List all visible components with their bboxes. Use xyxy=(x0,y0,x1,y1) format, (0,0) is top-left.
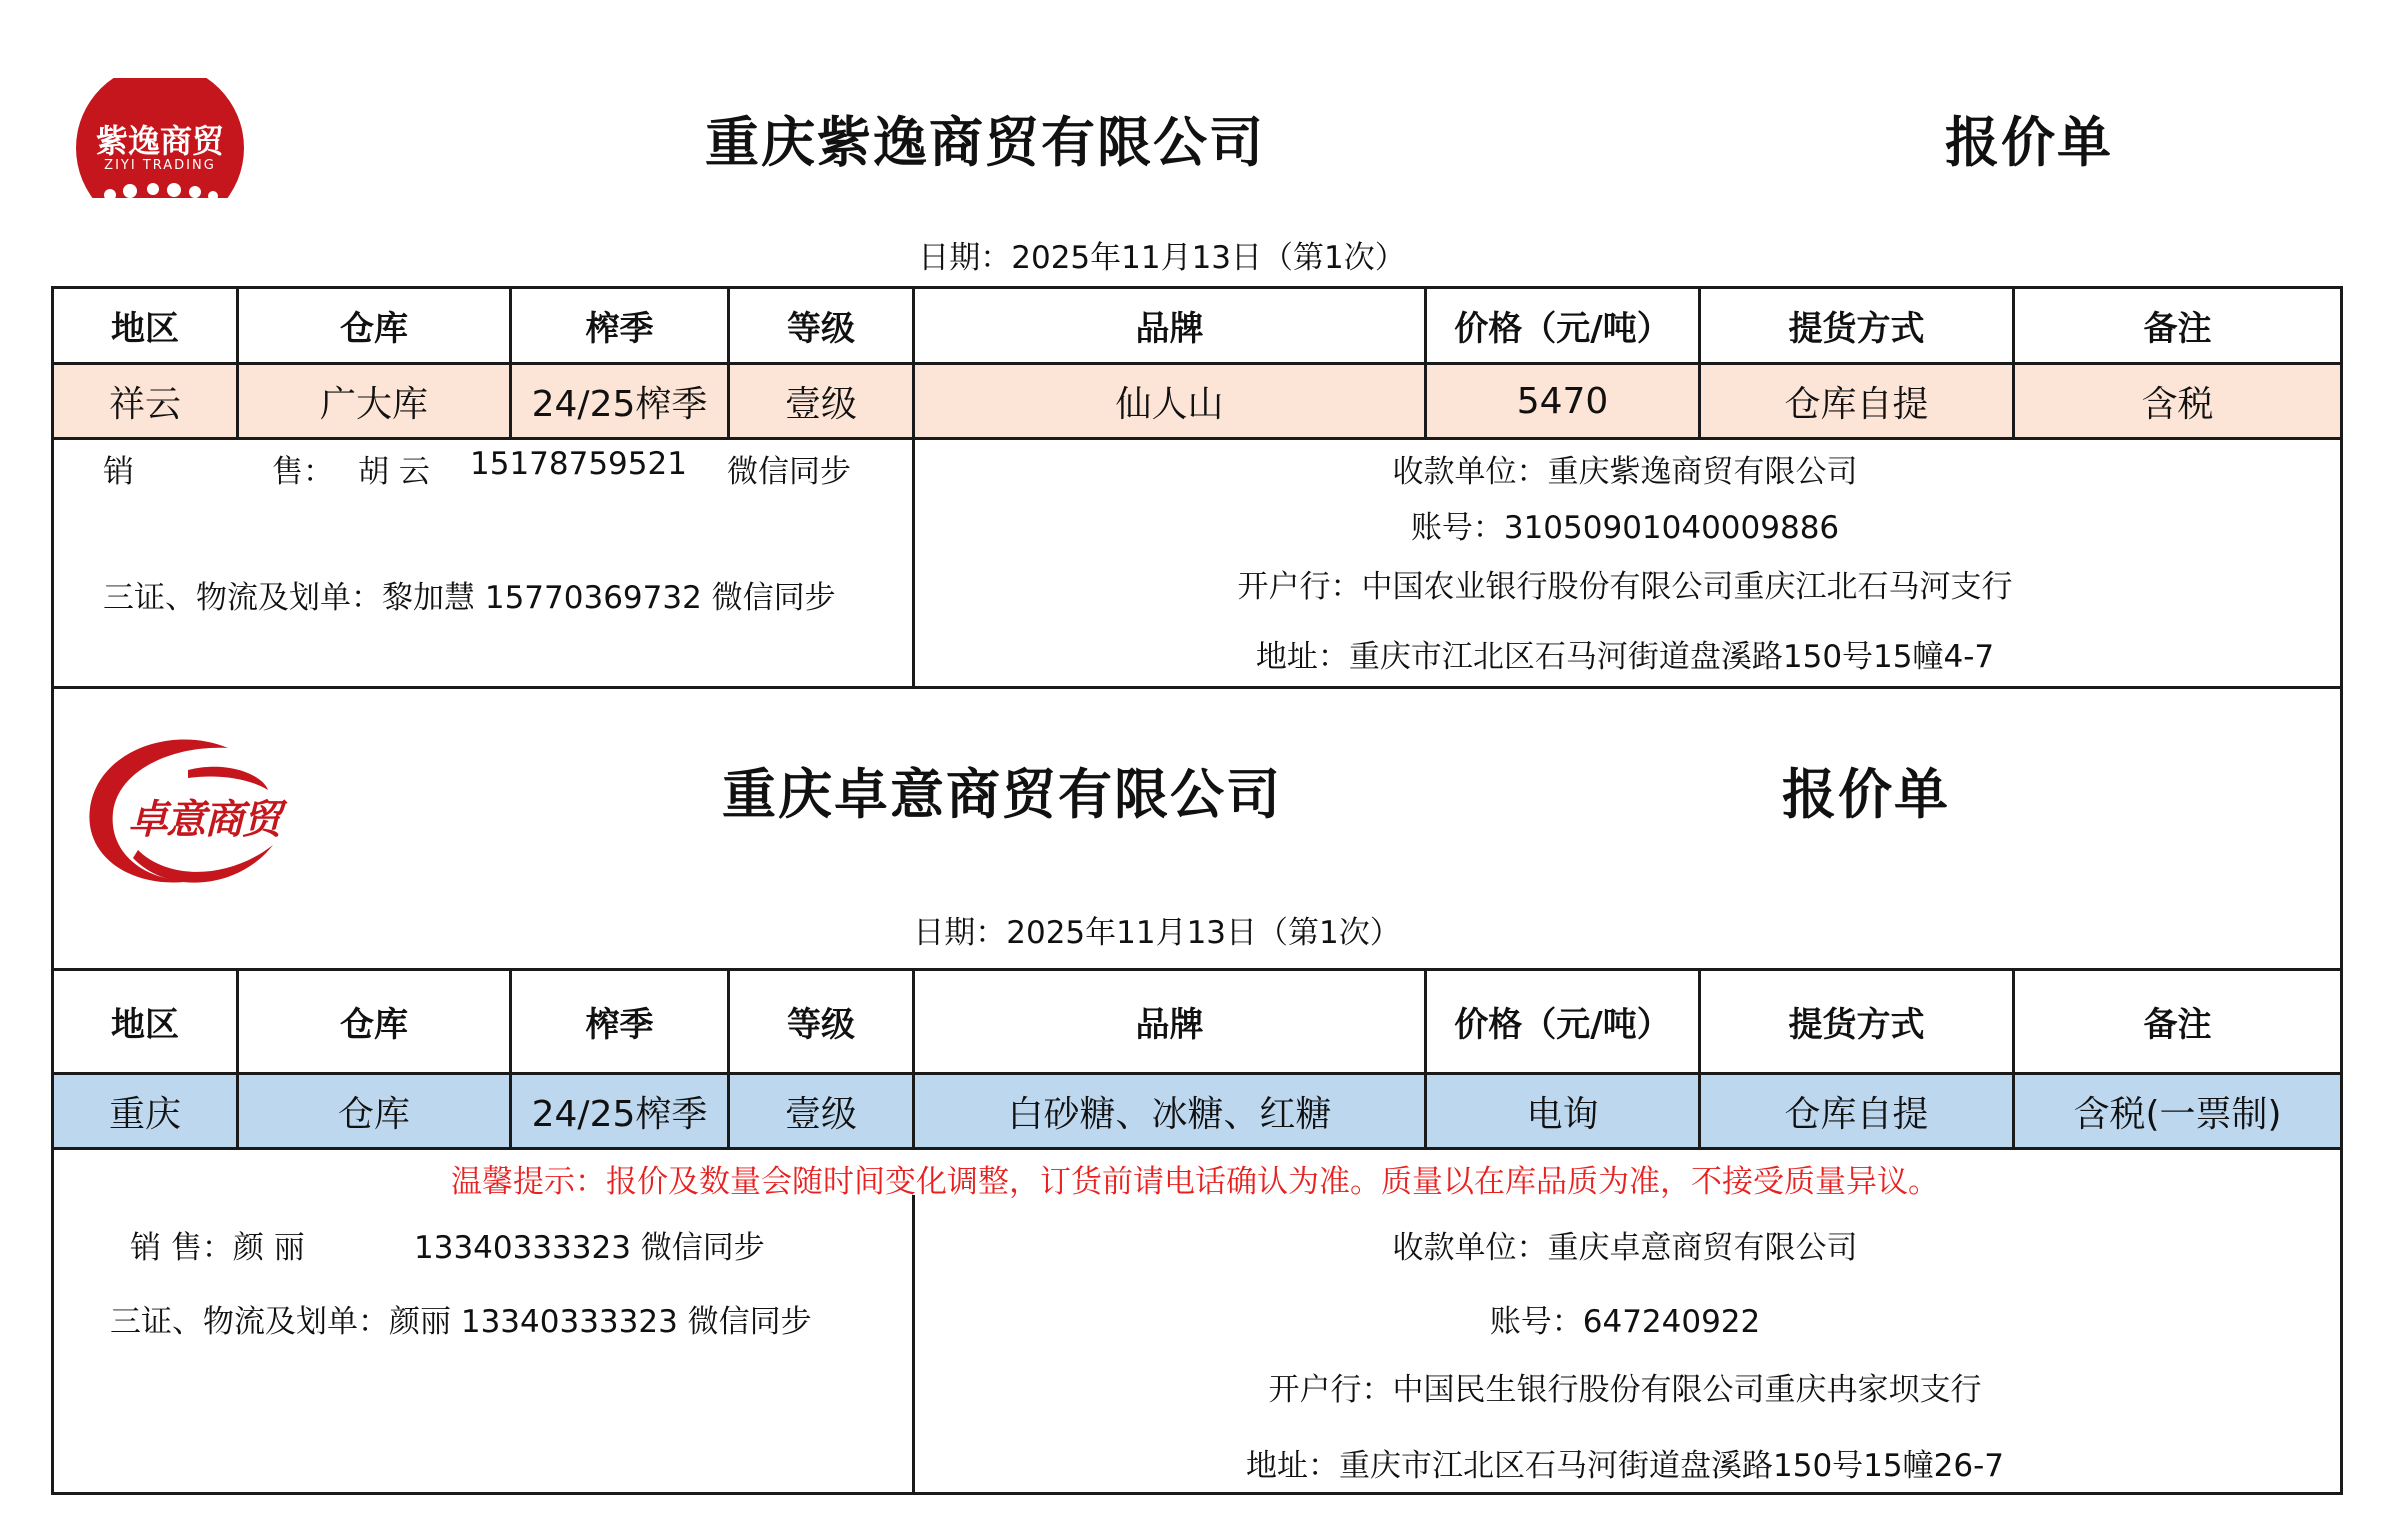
t2-cell-remark: 含税(一票制) xyxy=(2073,1093,2282,1135)
t1-header-region: 地区 xyxy=(111,309,179,349)
t2-cell-pickup: 仓库自提 xyxy=(1784,1093,1929,1135)
zhuoyi-logo xyxy=(78,730,288,895)
t2-sales-line: 销 售：颜 丽 xyxy=(130,1230,305,1266)
t1-cell-brand: 仙人山 xyxy=(1115,383,1224,425)
t2-bank: 开户行：中国民生银行股份有限公司重庆冉家坝支行 xyxy=(1268,1372,1982,1408)
t2-address: 地址：重庆市江北区石马河街道盘溪路150号15幢26-7 xyxy=(1246,1448,2004,1484)
ziyi-logo-text: 紫逸商贸 xyxy=(95,122,224,160)
t1-header-price: 价格（元/吨） xyxy=(1454,309,1671,349)
t1-header-season: 榨季 xyxy=(585,309,654,349)
t1-cell-price: 5470 xyxy=(1516,380,1609,422)
t2-cell-grade: 壹级 xyxy=(784,1093,857,1135)
t2-header-region: 地区 xyxy=(111,1005,179,1045)
t1-account: 账号：31050901040009886 xyxy=(1410,510,1840,546)
t2-header-price: 价格（元/吨） xyxy=(1454,1005,1671,1045)
ziyi-logo xyxy=(75,78,245,208)
t2-sales-phone: 13340333323 微信同步 xyxy=(414,1230,765,1266)
company-title-1: 重庆紫逸商贸有限公司 xyxy=(705,111,1265,174)
t2-cell-season: 24/25榨季 xyxy=(531,1093,708,1135)
t2-header-warehouse: 仓库 xyxy=(340,1005,408,1045)
t2-header-season: 榨季 xyxy=(585,1005,654,1045)
ziyi-logo-subtext: ZIYI TRADING xyxy=(104,158,216,173)
t2-cell-price: 电询 xyxy=(1526,1093,1599,1135)
t1-cell-grade: 壹级 xyxy=(784,383,857,425)
t1-header-warehouse: 仓库 xyxy=(340,309,408,349)
t1-sales-label2: 售： xyxy=(272,454,334,490)
t1-sales-label: 销 xyxy=(103,454,134,490)
t2-header-remark: 备注 xyxy=(2143,1005,2212,1045)
t1-sales-name: 胡 云 xyxy=(358,454,430,490)
t1-bank: 开户行：中国农业银行股份有限公司重庆江北石马河支行 xyxy=(1237,569,2013,605)
t1-cell-remark: 含税 xyxy=(2141,383,2214,425)
t1-address: 地址：重庆市江北区石马河街道盘溪路150号15幢4-7 xyxy=(1255,639,1995,675)
t1-header-remark: 备注 xyxy=(2143,309,2212,349)
t1-cell-pickup: 仓库自提 xyxy=(1784,383,1929,425)
date-2: 日期：2025年11月13日（第1次） xyxy=(913,915,1401,951)
t1-logistics-line: 三证、物流及划单：黎加慧 15770369732 微信同步 xyxy=(103,580,836,616)
t2-cell-warehouse: 仓库 xyxy=(337,1093,410,1135)
t1-cell-warehouse: 广大库 xyxy=(319,383,428,425)
t2-payee: 收款单位：重庆卓意商贸有限公司 xyxy=(1392,1230,1858,1266)
doc-title-1: 报价单 xyxy=(1945,111,2113,174)
t1-header-brand: 品牌 xyxy=(1135,309,1204,349)
t1-cell-region: 祥云 xyxy=(108,383,181,425)
t2-cell-brand: 白砂糖、冰糖、红糖 xyxy=(1007,1093,1332,1135)
t1-header-grade: 等级 xyxy=(787,309,855,349)
doc-title-2: 报价单 xyxy=(1782,763,1950,826)
t1-sales-phone: 15178759521 xyxy=(470,446,687,482)
t2-header-pickup: 提货方式 xyxy=(1788,1005,1925,1045)
date-1: 日期：2025年11月13日（第1次） xyxy=(918,240,1406,276)
t1-sales-wechat: 微信同步 xyxy=(727,454,851,490)
t1-header-pickup: 提货方式 xyxy=(1788,309,1925,349)
t2-header-brand: 品牌 xyxy=(1135,1005,1204,1045)
t1-payee: 收款单位：重庆紫逸商贸有限公司 xyxy=(1392,454,1858,490)
t1-cell-season: 24/25榨季 xyxy=(531,383,708,425)
t2-account: 账号：647240922 xyxy=(1489,1304,1761,1340)
zhuoyi-logo-text: 卓意商贸 xyxy=(128,797,280,843)
t2-header-grade: 等级 xyxy=(787,1005,855,1045)
t2-logistics-line: 三证、物流及划单：颜丽 13340333323 微信同步 xyxy=(110,1304,812,1340)
t2-cell-region: 重庆 xyxy=(108,1093,181,1135)
warm-notice: 温馨提示：报价及数量会随时间变化调整，订货前请电话确认为准。质量以在库品质为准，不接受质量异议。 xyxy=(451,1164,1939,1200)
company-title-2: 重庆卓意商贸有限公司 xyxy=(722,763,1282,826)
